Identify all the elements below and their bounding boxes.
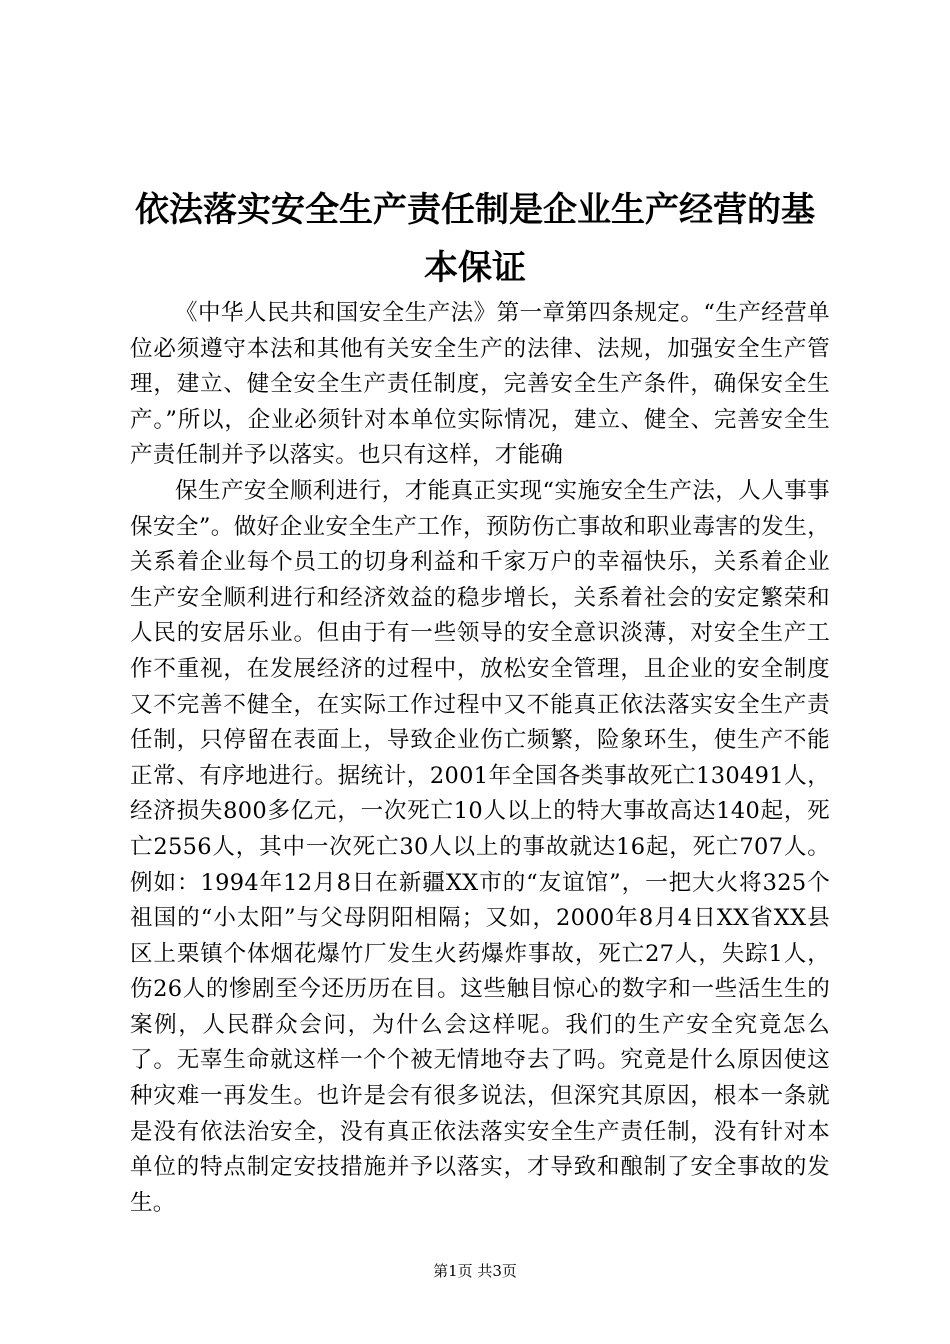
- paragraph-2: 保生产安全顺利进行，才能真正实现“实施安全生产法，人人事事保安全”。做好企业安全生产工作，预防伤亡事故和职业毒害的发生，关系着企业每个员工的切身利益和千家万户的幸福快乐，关系着企业生产安全顺利进行和经济效益的稳步增长，关系着社会的安定繁荣和人民的安居乐业。但由于有一些领导的安全意识淡薄，对安全生产工作不重视，在发展经济的过程中，放松安全管理，且企业的安全制度又不完善不健全，在实际工作过程中又不能真正依法落实安全生产责任制，只停留在表面上，导致企业伤亡频繁，险象环生，使生产不能正常、有序地进行。据统计，2001年全国各类事故死亡130491人，经济损失800多亿元，一次死亡10人以上的特大事故高达140起，死亡2556人，其中一次死亡30人以上的事故就达16起，死亡707人。例如：1994年12月8日在新疆XX市的“友谊馆”，一把大火将325个祖国的“小太阳”与父母阴阳相隔；又如，2000年8月4日XX省XX县区上栗镇个体烟花爆竹厂发生火药爆炸事故，死亡27人，失踪1人，伤26人的惨剧至今还历历在目。这些触目惊心的数字和一些活生生的案例，人民群众会问，为什么会这样呢。我们的生产安全究竟怎么了。无辜生命就这样一个个被无情地夺去了吗。究竟是什么原因使这种灾难一再发生。也许是会有很多说法，但深究其原因，根本一条就是没有依法治安全，没有真正依法落实安全生产责任制，没有针对本单位的特点制定安技措施并予以落实，才导致和酿制了安全事故的发生。: [130, 477, 830, 1216]
- document-title-line-2: 本保证: [424, 248, 526, 288]
- document-body: [130, 296, 830, 1221]
- document-title-line-1: 依法落实安全生产责任制是企业生产经营的基: [135, 190, 815, 230]
- page-footer: 第1页 共3页: [433, 1262, 517, 1280]
- paragraph-1: 《中华人民共和国安全生产法》第一章第四条规定。“生产经营单位必须遵守本法和其他有关安全生产的法律、法规，加强安全生产管理，建立、健全安全生产责任制度，完善安全生产条件，确保安全生产。”所以，企业必须针对本单位实际情况，建立、健全、完善安全生产责任制并予以落实。也只有这样，才能确: [130, 300, 830, 469]
